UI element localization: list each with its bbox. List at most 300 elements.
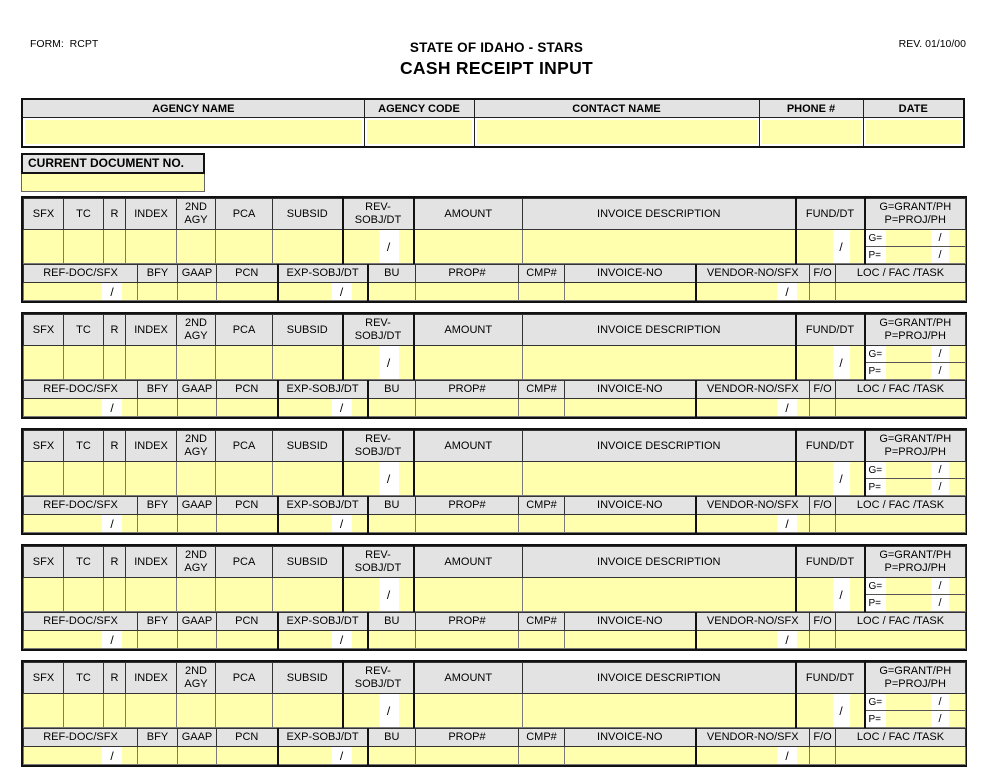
- col-prop: PROP#: [416, 497, 519, 515]
- index-input[interactable]: [126, 230, 177, 264]
- col-invoice-description: INVOICE DESCRIPTION: [523, 199, 796, 230]
- fo-input[interactable]: [810, 515, 836, 533]
- exp-dt-input[interactable]: [352, 631, 367, 648]
- reference-header-row: [24, 381, 966, 399]
- exp-sobj-input[interactable]: [279, 515, 332, 532]
- fund-dt-input[interactable]: [850, 462, 864, 495]
- subsid-input[interactable]: [273, 578, 343, 612]
- rev-sobj-input[interactable]: [344, 578, 379, 611]
- r-input[interactable]: [104, 462, 126, 496]
- pca-input[interactable]: [216, 694, 273, 728]
- loc-fac-task-input[interactable]: [836, 747, 966, 765]
- gaap-input[interactable]: [178, 283, 217, 301]
- agency-header-row: [22, 99, 964, 118]
- ref-doc-input[interactable]: [24, 399, 102, 416]
- col-gaap: GAAP: [178, 729, 217, 747]
- ref-sfx-input[interactable]: [122, 515, 137, 532]
- exp-sobj-dt-cell: [278, 283, 368, 301]
- vendor-no-input[interactable]: [697, 631, 778, 648]
- amount-input[interactable]: [414, 230, 523, 264]
- vendor-sfx-input[interactable]: [797, 747, 809, 764]
- gaap-input[interactable]: [178, 631, 217, 649]
- ref-doc-sfx-cell: [24, 747, 138, 765]
- col-index: INDEX: [126, 199, 177, 230]
- col-tc: TC: [64, 663, 104, 694]
- col-tc: TC: [64, 431, 104, 462]
- grant-row: [866, 346, 966, 362]
- grant-input[interactable]: [886, 694, 932, 710]
- invoice-no-input[interactable]: [565, 515, 696, 533]
- fund-input[interactable]: [797, 694, 833, 727]
- slash-separator: /: [938, 481, 942, 493]
- invoice-description-input[interactable]: [523, 578, 796, 612]
- amount-input[interactable]: [414, 694, 523, 728]
- sfx-input[interactable]: [24, 230, 64, 264]
- amount-input[interactable]: [414, 578, 523, 612]
- slash-separator: /: [785, 516, 789, 531]
- col-index: INDEX: [126, 431, 177, 462]
- subsid-input[interactable]: [273, 462, 343, 496]
- date-input[interactable]: [866, 120, 962, 144]
- rev-sobj-input[interactable]: [344, 346, 379, 379]
- 2nd-agy-input[interactable]: [177, 230, 216, 264]
- col-pca: PCA: [216, 663, 273, 694]
- col-loc-fac-task: LOC / FAC /TASK: [836, 497, 966, 515]
- slash-separator: /: [339, 748, 344, 763]
- grant-ph-input[interactable]: [949, 462, 965, 478]
- slash-gap: [102, 631, 122, 648]
- slash-separator: /: [839, 239, 843, 254]
- receipt-line-block: [21, 196, 967, 303]
- fo-input[interactable]: [810, 747, 836, 765]
- receipt-line-block: [21, 660, 967, 767]
- col-amount: AMOUNT: [414, 199, 523, 230]
- agency-code-input[interactable]: [367, 120, 472, 144]
- invoice-description-input[interactable]: [523, 462, 796, 496]
- form-number-label: FORM: RCPT: [30, 38, 99, 50]
- bfy-input[interactable]: [138, 747, 178, 765]
- col-2nd-agy: 2ND AGY: [177, 315, 216, 346]
- grant-input[interactable]: [886, 346, 932, 362]
- fo-input[interactable]: [810, 399, 836, 417]
- slash-gap: [379, 462, 399, 495]
- rev-dt-input[interactable]: [399, 578, 413, 611]
- vendor-sfx-input[interactable]: [797, 399, 809, 416]
- rev-dt-input[interactable]: [399, 346, 413, 379]
- proj-input[interactable]: [886, 247, 932, 263]
- accounting-header-row: [24, 663, 966, 694]
- loc-fac-task-input[interactable]: [836, 515, 966, 533]
- fund-input[interactable]: [797, 462, 833, 495]
- col-ref-doc-sfx: REF-DOC/SFX: [24, 381, 138, 399]
- slash-separator: /: [386, 355, 391, 370]
- fund-dt-input[interactable]: [850, 578, 864, 611]
- date-cell: [863, 118, 964, 148]
- fund-input[interactable]: [797, 578, 833, 611]
- sfx-input[interactable]: [24, 346, 64, 380]
- vendor-sfx-input[interactable]: [797, 631, 809, 648]
- slash-separator: /: [386, 239, 391, 254]
- cmp-input[interactable]: [519, 631, 565, 649]
- fo-input[interactable]: [810, 631, 836, 649]
- proj-row: [866, 362, 966, 379]
- pcn-input[interactable]: [217, 515, 278, 533]
- grant-prefix-label: G=: [866, 462, 886, 478]
- sfx-input[interactable]: [24, 578, 64, 612]
- vendor-no-sfx-fields: [697, 283, 810, 300]
- ref-sfx-input[interactable]: [122, 399, 137, 416]
- exp-dt-input[interactable]: [352, 515, 367, 532]
- contact-name-cell: [474, 118, 759, 148]
- fund-input[interactable]: [797, 230, 833, 263]
- fund-dt-cell: [796, 694, 865, 728]
- col-sfx: SFX: [24, 315, 64, 346]
- col-bu: BU: [368, 497, 416, 515]
- col-gaap: GAAP: [178, 265, 217, 283]
- slash-gap: [833, 346, 850, 379]
- proj-prefix-label: P=: [866, 363, 886, 379]
- col-exp-sobj-dt: EXP-SOBJ/DT: [278, 613, 368, 631]
- col-exp-sobj-dt: EXP-SOBJ/DT: [278, 729, 368, 747]
- accounting-row-table: [23, 314, 966, 380]
- col-exp-sobj-dt: EXP-SOBJ/DT: [278, 265, 368, 283]
- loc-fac-task-input[interactable]: [836, 631, 966, 649]
- fund-dt-input[interactable]: [850, 230, 864, 263]
- invoice-no-input[interactable]: [565, 399, 696, 417]
- tc-input[interactable]: [64, 578, 104, 612]
- subsid-input[interactable]: [273, 694, 343, 728]
- grant-proj-cell: [865, 462, 966, 496]
- accounting-header-row: [24, 315, 966, 346]
- col-pca: PCA: [216, 315, 273, 346]
- reference-header-row: [24, 265, 966, 283]
- tc-input[interactable]: [64, 346, 104, 380]
- fo-input[interactable]: [810, 283, 836, 301]
- bu-input[interactable]: [368, 631, 416, 649]
- rev-sobj-dt-fields: [344, 346, 413, 379]
- bfy-input[interactable]: [138, 515, 178, 533]
- exp-sobj-input[interactable]: [279, 399, 332, 416]
- fund-dt-fields: [797, 694, 864, 727]
- slash-separator: /: [839, 703, 843, 718]
- proj-ph-input[interactable]: [949, 363, 965, 379]
- col-index: INDEX: [126, 663, 177, 694]
- ref-sfx-input[interactable]: [122, 747, 137, 764]
- col-subsid: SUBSID: [273, 199, 343, 230]
- ref-doc-sfx-fields: [24, 399, 137, 416]
- fund-dt-input[interactable]: [850, 694, 864, 727]
- col-vendor-no-sfx: VENDOR-NO/SFX: [696, 265, 810, 283]
- rev-sobj-dt-cell: [343, 578, 414, 612]
- fund-dt-fields: [797, 346, 864, 379]
- col-r: R: [104, 315, 126, 346]
- grant-proj-cell: [865, 230, 966, 264]
- accounting-row-table: [23, 198, 966, 264]
- prop-input[interactable]: [416, 631, 519, 649]
- cmp-input[interactable]: [519, 515, 565, 533]
- col-prop: PROP#: [416, 729, 519, 747]
- col-rev-sobj-dt: REV-SOBJ/DT: [343, 199, 414, 230]
- col-subsid: SUBSID: [273, 431, 343, 462]
- slash-separator: /: [110, 632, 114, 647]
- ref-doc-input[interactable]: [24, 515, 102, 532]
- col-cmp: CMP#: [519, 381, 565, 399]
- grant-ph-input[interactable]: [949, 230, 965, 246]
- col-exp-sobj-dt: EXP-SOBJ/DT: [278, 381, 368, 399]
- grant-input[interactable]: [886, 578, 932, 594]
- fund-dt-fields: [797, 230, 864, 263]
- gaap-input[interactable]: [178, 399, 217, 417]
- col-invoice-no: INVOICE-NO: [565, 381, 696, 399]
- subsid-input[interactable]: [273, 346, 343, 380]
- r-input[interactable]: [104, 230, 126, 264]
- bu-input[interactable]: [368, 747, 416, 765]
- sfx-input[interactable]: [24, 462, 64, 496]
- proj-ph-input[interactable]: [949, 247, 965, 263]
- tc-input[interactable]: [64, 694, 104, 728]
- col-grant-proj: G=GRANT/PH P=PROJ/PH: [865, 199, 966, 230]
- tc-input[interactable]: [64, 230, 104, 264]
- col-gaap: GAAP: [178, 613, 217, 631]
- grant-ph-input[interactable]: [949, 346, 965, 362]
- prop-input[interactable]: [416, 747, 519, 765]
- vendor-no-input[interactable]: [697, 515, 778, 532]
- slash-separator: /: [785, 284, 789, 299]
- invoice-no-input[interactable]: [565, 747, 696, 765]
- fund-input[interactable]: [797, 346, 833, 379]
- accounting-input-row: [24, 462, 966, 496]
- cmp-input[interactable]: [519, 283, 565, 301]
- col-invoice-no: INVOICE-NO: [565, 613, 696, 631]
- pca-input[interactable]: [216, 230, 273, 264]
- exp-sobj-dt-fields: [279, 747, 367, 764]
- reference-input-row: [24, 631, 966, 649]
- ref-doc-input[interactable]: [24, 283, 102, 300]
- pcn-input[interactable]: [217, 399, 278, 417]
- slash-separator: /: [839, 355, 843, 370]
- col-exp-sobj-dt: EXP-SOBJ/DT: [278, 497, 368, 515]
- reference-input-row: [24, 747, 966, 765]
- tc-input[interactable]: [64, 462, 104, 496]
- col-index: INDEX: [126, 547, 177, 578]
- col-vendor-no-sfx: VENDOR-NO/SFX: [696, 381, 810, 399]
- grant-input[interactable]: [886, 462, 932, 478]
- bfy-input[interactable]: [138, 283, 178, 301]
- r-input[interactable]: [104, 578, 126, 612]
- slash-gap: [931, 479, 949, 495]
- rev-sobj-dt-fields: [344, 578, 413, 611]
- slash-gap: [833, 578, 850, 611]
- 2nd-agy-input[interactable]: [177, 578, 216, 612]
- proj-row: [866, 710, 966, 727]
- slash-gap: [332, 283, 352, 300]
- slash-gap: [102, 283, 122, 300]
- invoice-no-input[interactable]: [565, 631, 696, 649]
- col-sfx: SFX: [24, 547, 64, 578]
- exp-sobj-input[interactable]: [279, 747, 332, 764]
- col-bu: BU: [368, 265, 416, 283]
- exp-sobj-input[interactable]: [279, 631, 332, 648]
- index-input[interactable]: [126, 346, 177, 380]
- col-pcn: PCN: [217, 729, 278, 747]
- pcn-input[interactable]: [217, 283, 278, 301]
- col-fund-dt: FUND/DT: [796, 663, 865, 694]
- vendor-no-input[interactable]: [697, 283, 778, 300]
- rev-dt-input[interactable]: [399, 462, 413, 495]
- vendor-no-input[interactable]: [697, 399, 778, 416]
- rev-dt-input[interactable]: [399, 230, 413, 263]
- vendor-sfx-input[interactable]: [797, 283, 809, 300]
- exp-dt-input[interactable]: [352, 747, 367, 764]
- col-prop: PROP#: [416, 613, 519, 631]
- prop-input[interactable]: [416, 515, 519, 533]
- slash-gap: [777, 283, 797, 300]
- rev-sobj-dt-cell: [343, 462, 414, 496]
- grant-row: [866, 578, 966, 594]
- ref-doc-input[interactable]: [24, 631, 102, 648]
- ref-sfx-input[interactable]: [122, 283, 137, 300]
- slash-gap: [332, 399, 352, 416]
- col-ref-doc-sfx: REF-DOC/SFX: [24, 613, 138, 631]
- prop-input[interactable]: [416, 399, 519, 417]
- fund-dt-input[interactable]: [850, 346, 864, 379]
- form-sheet: [21, 98, 963, 767]
- rev-sobj-dt-cell: [343, 346, 414, 380]
- reference-row-table: [23, 264, 966, 301]
- fund-dt-fields: [797, 462, 864, 495]
- pcn-input[interactable]: [217, 631, 278, 649]
- rev-sobj-input[interactable]: [344, 694, 379, 727]
- reference-header-row: [24, 497, 966, 515]
- reference-input-row: [24, 399, 966, 417]
- rev-sobj-input[interactable]: [344, 230, 379, 263]
- col-contact-name: CONTACT NAME: [474, 99, 759, 118]
- agency-input-row: [22, 118, 964, 148]
- phone-input[interactable]: [762, 120, 861, 144]
- loc-fac-task-input[interactable]: [836, 399, 966, 417]
- col-pca: PCA: [216, 431, 273, 462]
- agency-name-input[interactable]: [25, 120, 362, 144]
- accounting-row-table: [23, 430, 966, 496]
- pca-input[interactable]: [216, 346, 273, 380]
- proj-row: [866, 594, 966, 611]
- r-input[interactable]: [104, 694, 126, 728]
- invoice-description-input[interactable]: [523, 346, 796, 380]
- pcn-input[interactable]: [217, 747, 278, 765]
- grant-proj-cell: [865, 346, 966, 380]
- col-ref-doc-sfx: REF-DOC/SFX: [24, 729, 138, 747]
- slash-separator: /: [110, 748, 114, 763]
- vendor-no-sfx-cell: [696, 399, 810, 417]
- rev-sobj-input[interactable]: [344, 462, 379, 495]
- gaap-input[interactable]: [178, 747, 217, 765]
- vendor-no-sfx-cell: [696, 631, 810, 649]
- grant-ph-input[interactable]: [949, 694, 965, 710]
- ref-doc-sfx-cell: [24, 283, 138, 301]
- invoice-no-input[interactable]: [565, 283, 696, 301]
- subsid-input[interactable]: [273, 230, 343, 264]
- index-input[interactable]: [126, 578, 177, 612]
- 2nd-agy-input[interactable]: [177, 346, 216, 380]
- rev-dt-input[interactable]: [399, 694, 413, 727]
- pca-input[interactable]: [216, 578, 273, 612]
- 2nd-agy-input[interactable]: [177, 462, 216, 496]
- slash-gap: [931, 595, 949, 611]
- exp-dt-input[interactable]: [352, 283, 367, 300]
- bfy-input[interactable]: [138, 631, 178, 649]
- grant-ph-input[interactable]: [949, 578, 965, 594]
- grant-input[interactable]: [886, 230, 932, 246]
- loc-fac-task-input[interactable]: [836, 283, 966, 301]
- ref-sfx-input[interactable]: [122, 631, 137, 648]
- col-tc: TC: [64, 315, 104, 346]
- slash-gap: [833, 694, 850, 727]
- prop-input[interactable]: [416, 283, 519, 301]
- accounting-input-row: [24, 694, 966, 728]
- fund-dt-cell: [796, 346, 865, 380]
- current-document-input[interactable]: [21, 174, 205, 192]
- grant-row: [866, 230, 966, 246]
- 2nd-agy-input[interactable]: [177, 694, 216, 728]
- slash-gap: [332, 631, 352, 648]
- exp-sobj-input[interactable]: [279, 283, 332, 300]
- contact-name-input[interactable]: [477, 120, 757, 144]
- bu-input[interactable]: [368, 399, 416, 417]
- proj-ph-input[interactable]: [949, 479, 965, 495]
- bu-input[interactable]: [368, 515, 416, 533]
- col-grant-proj: G=GRANT/PH P=PROJ/PH: [865, 663, 966, 694]
- col-invoice-description: INVOICE DESCRIPTION: [523, 431, 796, 462]
- index-input[interactable]: [126, 694, 177, 728]
- proj-ph-input[interactable]: [949, 711, 965, 727]
- r-input[interactable]: [104, 346, 126, 380]
- proj-input[interactable]: [886, 479, 932, 495]
- amount-input[interactable]: [414, 462, 523, 496]
- grant-prefix-label: G=: [866, 578, 886, 594]
- accounting-row-table: [23, 662, 966, 728]
- vendor-no-sfx-fields: [697, 399, 810, 416]
- exp-dt-input[interactable]: [352, 399, 367, 416]
- proj-input[interactable]: [886, 363, 932, 379]
- rev-sobj-dt-fields: [344, 230, 413, 263]
- col-vendor-no-sfx: VENDOR-NO/SFX: [696, 497, 810, 515]
- vendor-no-input[interactable]: [697, 747, 778, 764]
- pca-input[interactable]: [216, 462, 273, 496]
- cmp-input[interactable]: [519, 747, 565, 765]
- vendor-sfx-input[interactable]: [797, 515, 809, 532]
- fund-dt-cell: [796, 230, 865, 264]
- proj-input[interactable]: [886, 711, 932, 727]
- bfy-input[interactable]: [138, 399, 178, 417]
- col-fund-dt: FUND/DT: [796, 199, 865, 230]
- invoice-description-input[interactable]: [523, 694, 796, 728]
- col-loc-fac-task: LOC / FAC /TASK: [836, 381, 966, 399]
- amount-input[interactable]: [414, 346, 523, 380]
- rev-sobj-dt-cell: [343, 230, 414, 264]
- proj-input[interactable]: [886, 595, 932, 611]
- index-input[interactable]: [126, 462, 177, 496]
- invoice-description-input[interactable]: [523, 230, 796, 264]
- col-bu: BU: [368, 729, 416, 747]
- exp-sobj-dt-fields: [279, 399, 367, 416]
- sfx-input[interactable]: [24, 694, 64, 728]
- proj-ph-input[interactable]: [949, 595, 965, 611]
- ref-doc-input[interactable]: [24, 747, 102, 764]
- gaap-input[interactable]: [178, 515, 217, 533]
- col-fo: F/O: [810, 729, 836, 747]
- cmp-input[interactable]: [519, 399, 565, 417]
- bu-input[interactable]: [368, 283, 416, 301]
